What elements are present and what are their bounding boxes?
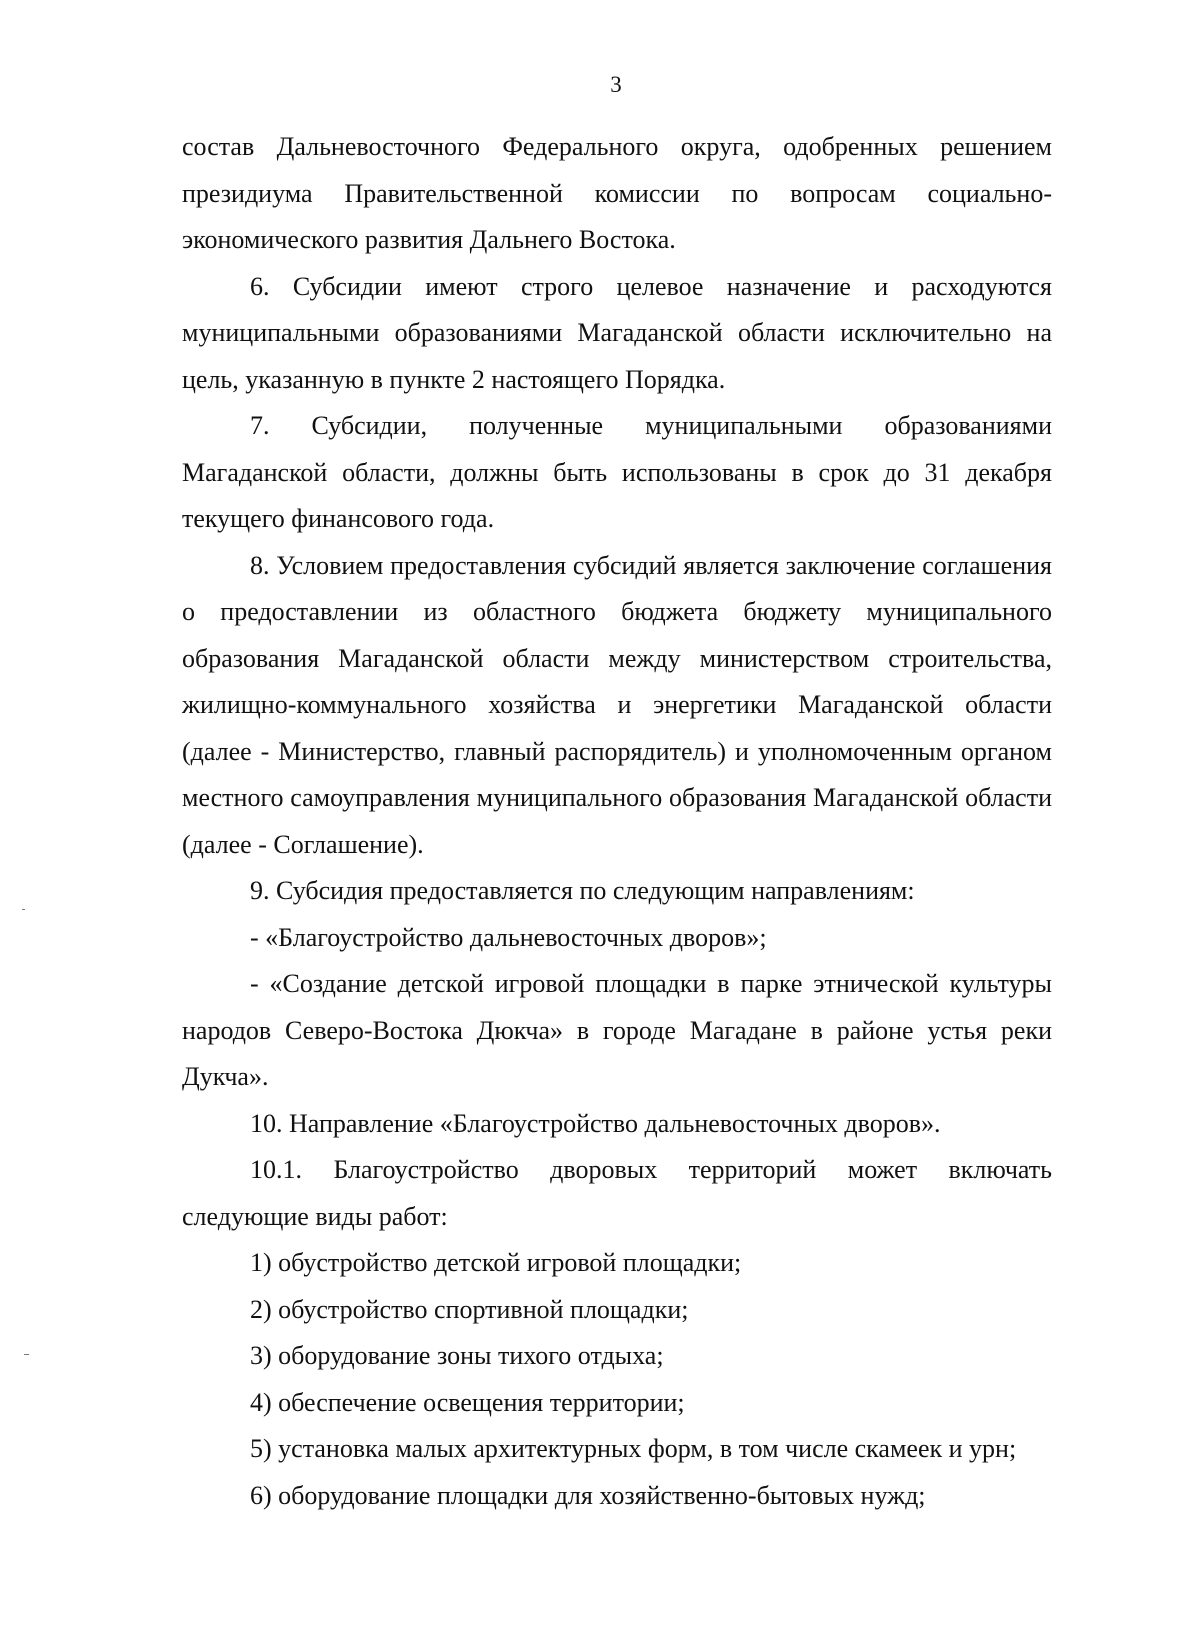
scan-mark xyxy=(22,909,25,910)
paragraph: 10. Направление «Благоустройство дальневосточных дворов». xyxy=(250,1108,941,1138)
paragraph: 7. Субсидии, полученные муниципальными образованиями Магаданской области, должны быть использованы в срок до 31 декабря текущего финансового года. xyxy=(182,411,1052,533)
paragraph: 5) установка малых архитектурных форм, в том числе скамеек и урн; xyxy=(250,1434,1017,1463)
paragraph: 9. Субсидия предоставляется по следующим направлениям: xyxy=(250,876,915,905)
paragraph: 8. Условием предоставления субсидий является заключение соглашения о предоставлении из областного бюджета бюджету муниципального образования Магаданской области между министерством строительства, жилищно-коммунального хозяйства и энергетики Магаданской области (далее - Министерство, главный распорядитель) и уполномоченным органом местного самоуправления муниципального образования Магаданской области (далее - Соглашение). xyxy=(182,550,1052,859)
paragraph: 6. Субсидии имеют строго целевое назначение и расходуются муниципальными образованиями Магаданской области исключительно на цель, указанную в пункте 2 настоящего Порядка. xyxy=(182,271,1052,394)
paragraph: 3) оборудование зоны тихого отдыха; xyxy=(250,1341,664,1370)
paragraph: 6) оборудование площадки для хозяйственно-бытовых нужд; xyxy=(250,1480,926,1510)
paragraph: 4) обеспечение освещения территории; xyxy=(250,1387,685,1417)
paragraph: - «Благоустройство дальневосточных дворов»; xyxy=(250,922,767,952)
page-number: 3 xyxy=(610,72,622,97)
paragraph: - «Создание детской игровой площадки в парке этнической культуры народов Северо-Востока Дюкча» в городе Магадане в районе устья реки Дукча». xyxy=(182,969,1052,1091)
scan-mark xyxy=(24,1354,29,1355)
paragraph: 2) обустройство спортивной площадки; xyxy=(250,1294,689,1324)
document-body xyxy=(182,124,1052,1519)
paragraph: 10.1. Благоустройство дворовых территорий может включать следующие виды работ: xyxy=(182,1155,1052,1231)
paragraph: состав Дальневосточного Федерального округа, одобренных решением президиума Правительственной комиссии по вопросам социально-экономического развития Дальнего Востока. xyxy=(182,132,1052,254)
paragraph: 1) обустройство детской игровой площадки; xyxy=(250,1248,742,1277)
